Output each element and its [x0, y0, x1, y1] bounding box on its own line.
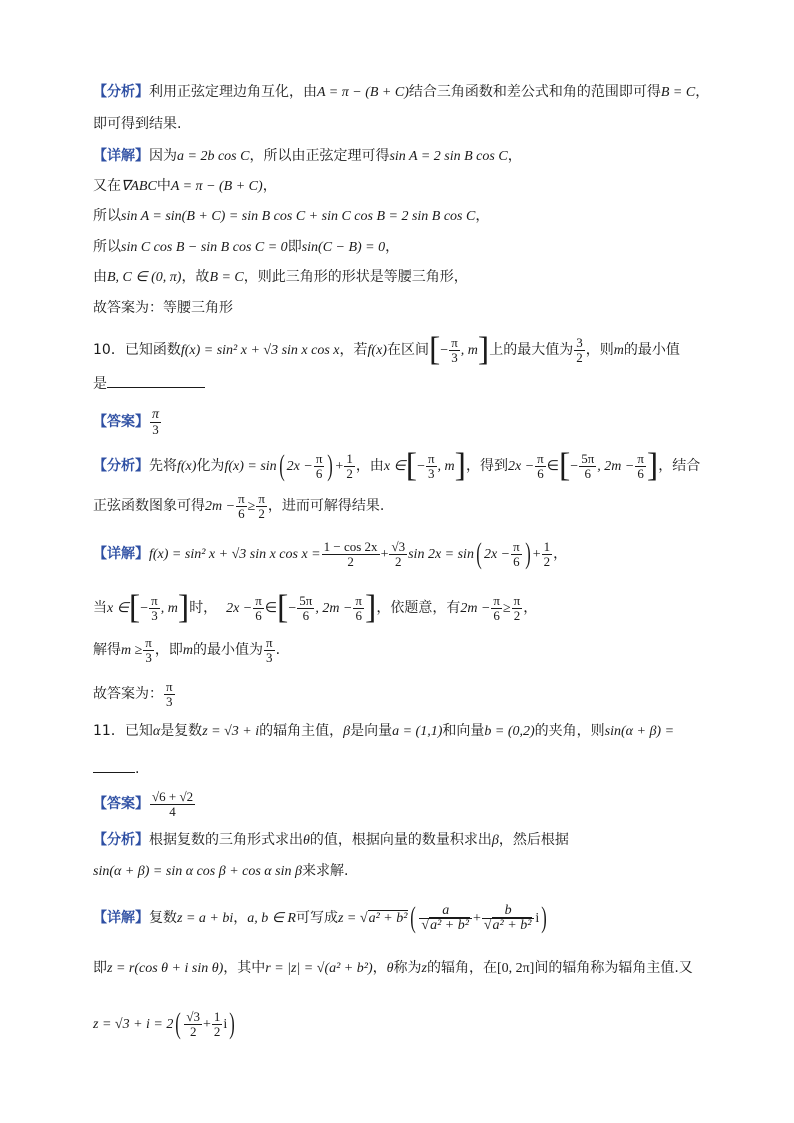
math: z = √a² + b² — [337, 911, 408, 926]
math: , 2m − — [597, 459, 635, 474]
math: m — [613, 343, 624, 358]
math: 2m − — [205, 499, 236, 514]
bracket: [ — [428, 331, 441, 368]
q11-detail-2 — [93, 958, 693, 979]
fraction: $\frac{√3}{2}$ — [391, 538, 406, 569]
fraction: $\frac{\pi}{6}$ — [493, 592, 500, 623]
text: ， — [507, 148, 522, 164]
bracket: [ — [558, 447, 571, 484]
fraction: $\frac{5\pi}{6}$ — [299, 592, 313, 623]
math: sin(C − B) = 0 — [301, 240, 386, 255]
text: ，由 — [355, 458, 384, 474]
fraction: $\frac{\pi}{2}$ — [258, 490, 265, 521]
q10-stem — [93, 330, 680, 371]
math: f(x) = sin — [224, 459, 277, 474]
math: α — [152, 724, 161, 739]
fraction: $\frac{b}{\text{√a² + b²}}$ — [482, 904, 535, 933]
math: 2m − — [460, 601, 491, 616]
paren: ) — [327, 449, 334, 482]
math: a = 2b cos C — [177, 149, 250, 164]
detail-tag: 【详解】 — [93, 546, 149, 562]
text: 所以 — [93, 208, 121, 224]
math: ≥ — [502, 601, 511, 616]
text: ，所以由正弦定理可得 — [249, 148, 390, 164]
bracket: [ — [128, 589, 141, 626]
paren: ) — [541, 901, 548, 934]
text: ， — [475, 208, 490, 224]
math: f(x) = sin² x + √3 sin x cos x — [180, 343, 340, 358]
math: B = C — [209, 270, 244, 285]
paren: ( — [410, 901, 417, 934]
fraction: $\frac{5\pi}{6}$ — [581, 450, 595, 481]
q10-detail-2 — [93, 588, 537, 629]
text: 称为 — [393, 960, 422, 976]
text: 间的辐角称为辐角主值.又 — [534, 960, 693, 976]
math: , 2m − — [315, 601, 353, 616]
paren: ) — [524, 537, 531, 570]
text: 中 — [156, 178, 171, 194]
q11-stem-cont: . — [93, 758, 139, 779]
fraction: $\frac{\pi}{3}$ — [427, 450, 435, 481]
q10-analysis — [93, 448, 700, 485]
text: ， — [262, 178, 277, 194]
text: 先将 — [149, 458, 177, 474]
answer-tag: 【答案】 — [93, 796, 149, 812]
bracket: ] — [365, 589, 377, 626]
math: , m — [460, 343, 478, 358]
text: ， — [553, 546, 568, 562]
math: sin A = sin(B + C) = sin B cos C + sin C cos B = 2 sin B cos C — [121, 209, 476, 224]
math: sin(α + β) = — [604, 724, 675, 739]
text: 利用正弦定理边角互化，由 — [149, 84, 317, 100]
text: 的最小值 — [623, 342, 680, 358]
math: sin(α + β) = sin α cos β + cos α sin β — [93, 864, 302, 879]
text: ，得到 — [466, 458, 508, 474]
fraction: $\frac{\pi}{6}$ — [537, 450, 544, 481]
math: f(x) — [177, 459, 197, 474]
math: x ∈ — [107, 601, 129, 616]
q9-detail-line-4 — [93, 237, 399, 258]
paren: ) — [229, 1007, 236, 1040]
analysis-tag: 【分析】 — [93, 84, 149, 100]
math: θ — [303, 833, 310, 848]
text: 又在 — [93, 178, 121, 194]
question-number: 11． — [93, 723, 125, 739]
fraction: $\frac{\pi}{3}$ — [151, 592, 158, 623]
q10-analysis-cont — [93, 488, 384, 525]
q9-detail-line — [93, 146, 522, 167]
math: 2x − — [226, 601, 253, 616]
math: ≥ — [247, 499, 256, 514]
q11-detail — [93, 898, 549, 939]
text: 的最小值为 — [193, 642, 263, 658]
text: 因为 — [149, 148, 177, 164]
math: ∇ABC — [121, 179, 157, 194]
text: ， — [233, 910, 248, 926]
analysis-tag: 【分析】 — [93, 458, 149, 474]
math: sin C cos B − sin B cos C = 0 — [121, 240, 288, 255]
math: β — [343, 724, 351, 739]
math: − — [140, 601, 149, 616]
fraction: $\frac{\pi}{3}$ — [152, 406, 160, 437]
text: ，故 — [181, 269, 210, 285]
text: 已知函数 — [124, 342, 181, 358]
bracket: [ — [277, 589, 289, 626]
math: , m — [437, 459, 455, 474]
text: . — [275, 642, 281, 658]
text: ，若 — [339, 342, 368, 358]
math: 2x − — [508, 459, 535, 474]
q11-analysis — [93, 830, 569, 851]
text: ， — [523, 600, 538, 616]
math: B = C — [660, 85, 696, 100]
q11-stem — [93, 721, 674, 742]
fraction: $\frac{\pi}{3}$ — [166, 678, 173, 709]
math: sin A = 2 sin B cos C — [389, 149, 508, 164]
text: 的值，根据向量的数量积求出 — [309, 832, 492, 848]
q10-detail — [93, 534, 567, 575]
text: 在区间 — [386, 342, 429, 358]
math: + — [532, 547, 541, 562]
fraction: $\frac{\pi}{3}$ — [145, 634, 152, 665]
text: 根据复数的三角形式求出 — [149, 832, 303, 848]
text: 是 — [93, 376, 107, 392]
fraction: $\frac{a}{\text{√a² + b²}}$ — [419, 904, 472, 933]
text: 化为 — [196, 458, 225, 474]
text: 上的最大值为 — [489, 342, 574, 358]
fraction: $\frac{3}{2}$ — [576, 334, 583, 365]
q11-analysis-cont — [93, 861, 348, 882]
text: 时， — [189, 600, 218, 616]
math: r = |z| = √(a² + b²) — [265, 961, 373, 976]
math: z = a + bi — [177, 911, 234, 926]
bracket: ] — [177, 589, 190, 626]
math: − — [440, 343, 449, 358]
fraction: $\frac{\pi}{6}$ — [513, 538, 520, 569]
math: − — [288, 601, 297, 616]
math: sin 2x = sin — [408, 547, 474, 562]
text: ，结合 — [658, 458, 701, 474]
q11-answer — [93, 786, 196, 822]
text: 正弦函数图象可得 — [93, 498, 205, 514]
fraction: $\frac{\pi}{6}$ — [315, 450, 323, 481]
fraction: $\frac{1}{2}$ — [346, 450, 353, 481]
text: 可写成 — [295, 910, 338, 926]
q9-detail-line-2 — [93, 176, 277, 197]
text: ，则 — [585, 342, 614, 358]
math: − — [570, 459, 579, 474]
math: a = (1,1) — [392, 724, 443, 739]
math: m ≥ — [121, 643, 143, 658]
detail-tag: 【详解】 — [93, 148, 149, 164]
q9-analysis-line — [93, 82, 709, 103]
bracket: ] — [646, 447, 659, 484]
fraction: $\frac{1}{2}$ — [213, 1008, 221, 1039]
paren: ( — [476, 537, 482, 570]
fraction: $\frac{1}{2}$ — [543, 538, 551, 569]
fraction: $\frac{\pi}{6}$ — [255, 592, 262, 623]
math: + — [380, 547, 389, 562]
text: 结合三角函数和差公式和角的范围即可得 — [408, 84, 661, 100]
text: 所以 — [93, 239, 121, 255]
answer-blank — [107, 373, 205, 388]
q10-detail-3 — [93, 632, 280, 669]
math: + — [335, 459, 344, 474]
text: 即可得到结果. — [93, 116, 182, 132]
math: i — [223, 1017, 228, 1032]
text: 解得 — [93, 642, 121, 658]
fraction: $\frac{1 - \cos 2x}{2}$ — [323, 538, 378, 569]
math: β — [491, 833, 499, 848]
math: B, C ∈ (0, π) — [107, 270, 182, 285]
text: 复数 — [149, 910, 177, 926]
math: a, b ∈ R — [247, 911, 296, 926]
math: z = r(cos θ + i sin θ) — [107, 961, 224, 976]
math: 2x − — [286, 459, 313, 474]
math: f(x) — [367, 343, 387, 358]
math: 2x − — [483, 547, 511, 562]
math: b = (0,2) — [484, 724, 535, 739]
q11-detail-3 — [93, 1004, 237, 1045]
fraction: $\frac{√6 + √2}{4}$ — [152, 788, 194, 819]
math: ∈ — [546, 459, 559, 474]
text: 即 — [93, 960, 107, 976]
math: x ∈ — [383, 459, 406, 474]
math: i — [535, 911, 540, 926]
math: f(x) = sin² x + √3 sin x cos x = — [149, 547, 321, 562]
bracket: ] — [477, 331, 490, 368]
text: ，进而可解得结果. — [267, 498, 385, 514]
text: ， — [372, 960, 387, 976]
math: z = √3 + i = 2 — [93, 1017, 174, 1032]
text: 的辐角，在 — [426, 960, 497, 976]
math: [0, 2π] — [496, 961, 535, 976]
text: ，则此三角形的形状是等腰三角形， — [243, 269, 468, 285]
q10-stem-cont — [93, 373, 205, 394]
q9-detail-line-5 — [93, 267, 468, 288]
fraction: $\frac{\pi}{3}$ — [451, 334, 458, 365]
q9-analysis-cont — [93, 114, 181, 134]
text: ， — [695, 84, 710, 100]
text: 即 — [287, 239, 302, 255]
text: 是复数 — [160, 723, 203, 739]
text: ，然后根据 — [498, 832, 569, 848]
bracket: ] — [454, 447, 466, 484]
math: A = π − (B + C) — [170, 179, 263, 194]
math: θ — [386, 961, 394, 976]
text: 的辐角主值， — [259, 723, 344, 739]
fraction: $\frac{\pi}{6}$ — [238, 490, 245, 521]
math: , m — [160, 601, 178, 616]
answer-tag: 【答案】 — [93, 414, 149, 430]
fraction: $\frac{\pi}{3}$ — [266, 634, 273, 665]
math: + — [472, 911, 481, 926]
q9-detail-line-3 — [93, 206, 489, 227]
text: 的夹角，则 — [534, 723, 605, 739]
fraction: $\frac{√3}{2}$ — [186, 1008, 201, 1039]
math: A = π − (B + C) — [317, 85, 409, 100]
q10-conclusion — [93, 676, 176, 712]
paren: ( — [278, 449, 285, 482]
math: z — [421, 961, 427, 976]
question-number: 10． — [93, 342, 125, 358]
text: ，其中 — [223, 960, 266, 976]
text: ，依题意，有 — [376, 600, 461, 616]
text: 当 — [93, 600, 107, 616]
math: z = √3 + i — [202, 724, 260, 739]
math: + — [203, 1017, 211, 1032]
text: 故答案为： — [93, 686, 163, 702]
text: 已知 — [124, 723, 153, 739]
math: − — [417, 459, 425, 474]
text: 和向量 — [442, 723, 485, 739]
answer-blank — [93, 758, 135, 773]
text: 是向量 — [350, 723, 393, 739]
math: ∈ — [264, 601, 278, 616]
q9-conclusion — [93, 298, 233, 318]
q10-answer — [93, 405, 162, 439]
detail-tag: 【详解】 — [93, 910, 149, 926]
fraction: $\frac{\pi}{6}$ — [637, 450, 644, 481]
paren: ( — [175, 1007, 182, 1040]
text: ，即 — [154, 642, 183, 658]
text: 来求解. — [301, 863, 349, 879]
text: 由 — [93, 269, 107, 285]
fraction: $\frac{\pi}{2}$ — [513, 592, 521, 623]
bracket: [ — [405, 447, 418, 484]
text: 故答案为：等腰三角形 — [93, 300, 233, 316]
text: ， — [385, 239, 400, 255]
math: m — [182, 643, 193, 658]
fraction: $\frac{\pi}{6}$ — [355, 592, 362, 623]
analysis-tag: 【分析】 — [93, 832, 149, 848]
